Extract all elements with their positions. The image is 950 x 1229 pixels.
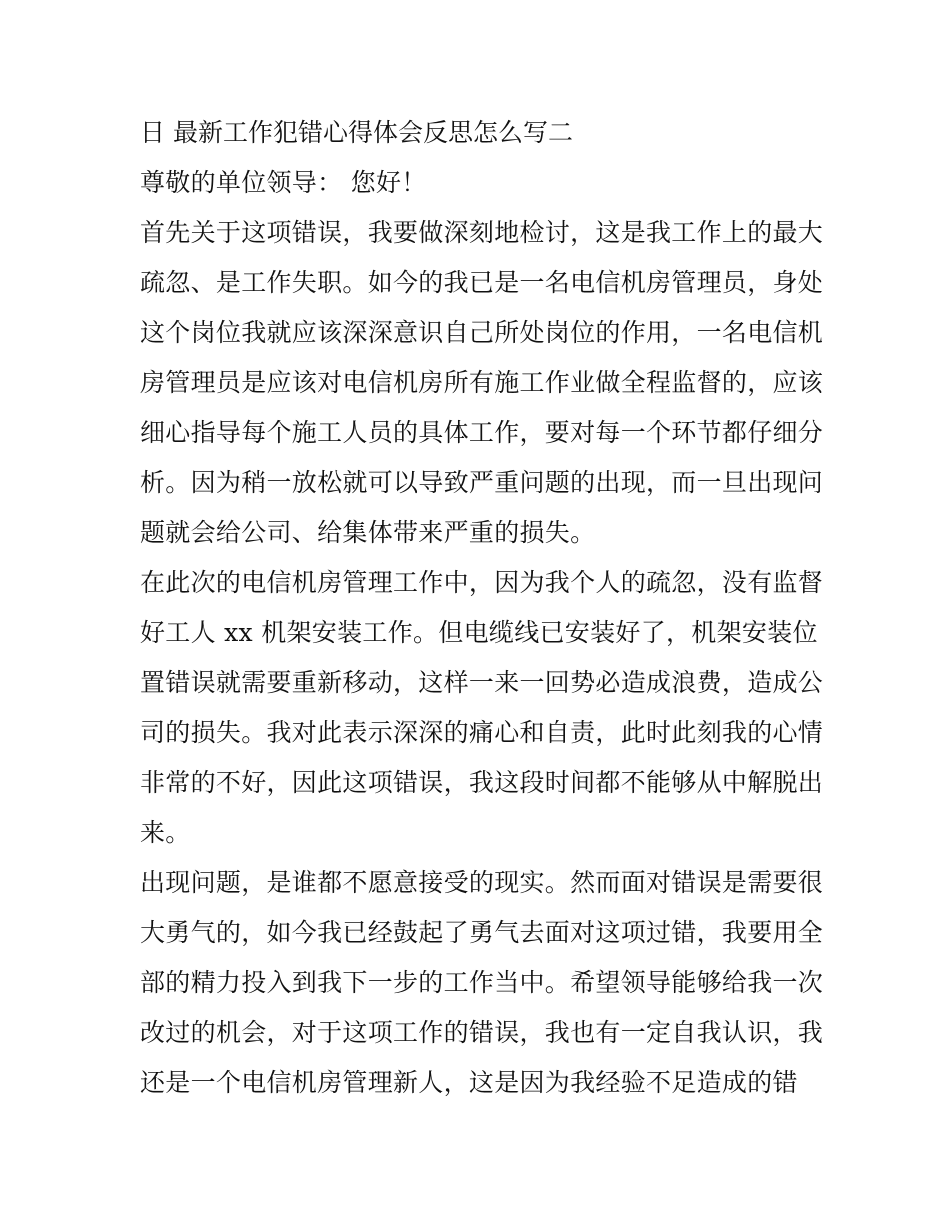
text-line: 细心指导每个施工人员的具体工作，要对每一个环节都仔细分 bbox=[140, 418, 824, 447]
text-line: 来。 bbox=[140, 818, 191, 847]
text-line: 疏忽、是工作失职。如今的我已是一名电信机房管理员，身处 bbox=[140, 268, 824, 297]
text-line: 大勇气的，如今我已经鼓起了勇气去面对这项过错，我要用全 bbox=[140, 918, 824, 947]
salutation: 尊敬的单位领导： 您好！ bbox=[140, 168, 427, 197]
text-line: 改过的机会，对于这项工作的错误，我也有一定自我认识，我 bbox=[140, 1018, 824, 1047]
text-line: 部的精力投入到我下一步的工作当中。希望领导能够给我一次 bbox=[140, 968, 824, 997]
text-line: 题就会给公司、给集体带来严重的损失。 bbox=[140, 518, 596, 547]
document-title: 日 最新工作犯错心得体会反思怎么写二 bbox=[140, 118, 573, 147]
text-line: 这个岗位我就应该深深意识自己所处岗位的作用，一名电信机 bbox=[140, 318, 824, 347]
text-line: 还是一个电信机房管理新人，这是因为我经验不足造成的错 bbox=[140, 1068, 798, 1097]
text-line: 非常的不好，因此这项错误，我这段时间都不能够从中解脱出 bbox=[140, 768, 824, 797]
text-line: 司的损失。我对此表示深深的痛心和自责，此时此刻我的心情 bbox=[140, 718, 824, 747]
text-line: 置错误就需要重新移动，这样一来一回势必造成浪费，造成公 bbox=[140, 668, 824, 697]
document-body bbox=[140, 108, 824, 1108]
text-line: 房管理员是应该对电信机房所有施工作业做全程监督的，应该 bbox=[140, 368, 824, 397]
text-line: 出现问题，是谁都不愿意接受的现实。然而面对错误是需要很 bbox=[140, 868, 824, 897]
text-line: 好工人 xx 机架安装工作。但电缆线已安装好了，机架安装位 bbox=[140, 618, 818, 647]
text-line: 在此次的电信机房管理工作中，因为我个人的疏忽，没有监督 bbox=[140, 568, 824, 597]
text-line: 首先关于这项错误，我要做深刻地检讨，这是我工作上的最大 bbox=[140, 218, 824, 247]
text-line: 析。因为稍一放松就可以导致严重问题的出现，而一旦出现问 bbox=[140, 468, 824, 497]
